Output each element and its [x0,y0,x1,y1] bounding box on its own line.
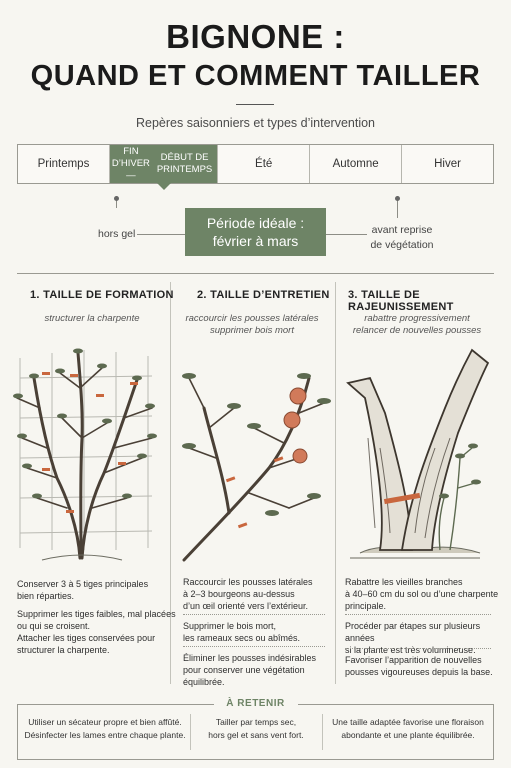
retenir-divider-2 [322,714,323,750]
ideal-line2: février à mars [212,233,299,249]
bullet-entretien-3: Éliminer les pousses indésirables pour conserver une végétation équilibrée. [183,653,317,687]
flowering-branch-icon [174,338,332,566]
bullet-rajeunissement-3: Favoriser l’apparition de nouvelles pousses vigoureuses depuis la base. [345,655,493,677]
trellis-vine-icon [12,338,162,566]
season-active-line1: FIN D’HIVER — [111,146,150,181]
season-fin-hiver-active[interactable] [109,145,217,183]
column-sub-formation: structurer la charpente [44,313,140,324]
timeline-right-line2: de végétation [370,239,434,251]
retenir-item-1: Utiliser un sécateur propre et bien affûté. Désinfecter les lames entre chaque plante. [24,717,186,740]
column-sub-rajeunissement: rabattre progressivement relancer de nouvelles pousses [352,313,482,336]
separator [345,614,491,615]
column-heading-formation: 1. TAILLE DE FORMATION [30,289,174,301]
bullet-entretien-1: Raccourcir les pousses latérales à 2–3 bourgeons au-dessus d’un œil orienté vers l’extérieur. [183,577,313,611]
season-hiver[interactable]: Hiver [401,145,493,183]
bullet-formation-1: Conserver 3 à 5 tiges principales bien réparties. [17,579,149,601]
page-title-line1: BIGNONE : [166,18,345,55]
section-divider [17,273,494,274]
bullet-formation-3: Attacher les tiges conservées pour structurer la charpente. [17,633,156,655]
column-heading-rajeunissement: 3. TAILLE DE RAJEUNISSEMENT [348,289,454,313]
season-active-line2: DÉBUT DE PRINTEMPS [156,152,213,175]
season-automne[interactable]: Automne [309,145,401,183]
retenir-title: À RETENIR [226,698,285,709]
old-trunk-icon [340,338,495,566]
bullet-formation-2: Supprimer les tiges faibles, mal placées ou qui se croisent. [17,609,176,631]
retenir-item-3: Une taille adaptée favorise une floraison abondante et une plante équilibrée. [332,717,484,740]
bullet-entretien-2: Supprimer le bois mort, les rameaux secs ou abîmés. [183,621,301,643]
column-divider-2 [335,282,336,684]
retenir-item-2: Tailler par temps sec, hors gel et sans vent fort. [208,717,304,740]
title-divider [236,104,274,105]
timeline-left-label: hors gel [98,228,136,240]
ideal-line1: Période idéale : [206,215,305,231]
bullet-rajeunissement-1: Rabattre les vieilles branches à 40–60 cm du sol ou d’une charpente principale. [345,577,499,611]
season-ete[interactable]: Été [217,145,309,183]
ideal-period-box [185,208,326,256]
timeline-dot-right [395,196,400,201]
bullet-rajeunissement-2: Procéder par étapes sur plusieurs années si la plante est très volumineuse. [345,621,481,655]
separator [183,646,325,647]
retenir-divider-1 [190,714,191,750]
separator [183,614,325,615]
page-title-line2: QUAND ET COMMENT TAILLER [30,60,481,92]
season-bar [17,144,494,184]
separator [345,648,491,649]
timeline-right-line1: avant reprise [371,224,433,236]
timeline-dot-left [114,196,119,201]
season-printemps[interactable]: Printemps [37,158,90,170]
page-subtitle: Repères saisonniers et types d’intervention [135,116,376,130]
column-heading-entretien: 2. TAILLE D’ENTRETIEN [197,289,330,301]
column-sub-entretien: raccourcir les pousses latérales supprimer bois mort [185,313,319,336]
timeline-right-label [370,223,434,253]
